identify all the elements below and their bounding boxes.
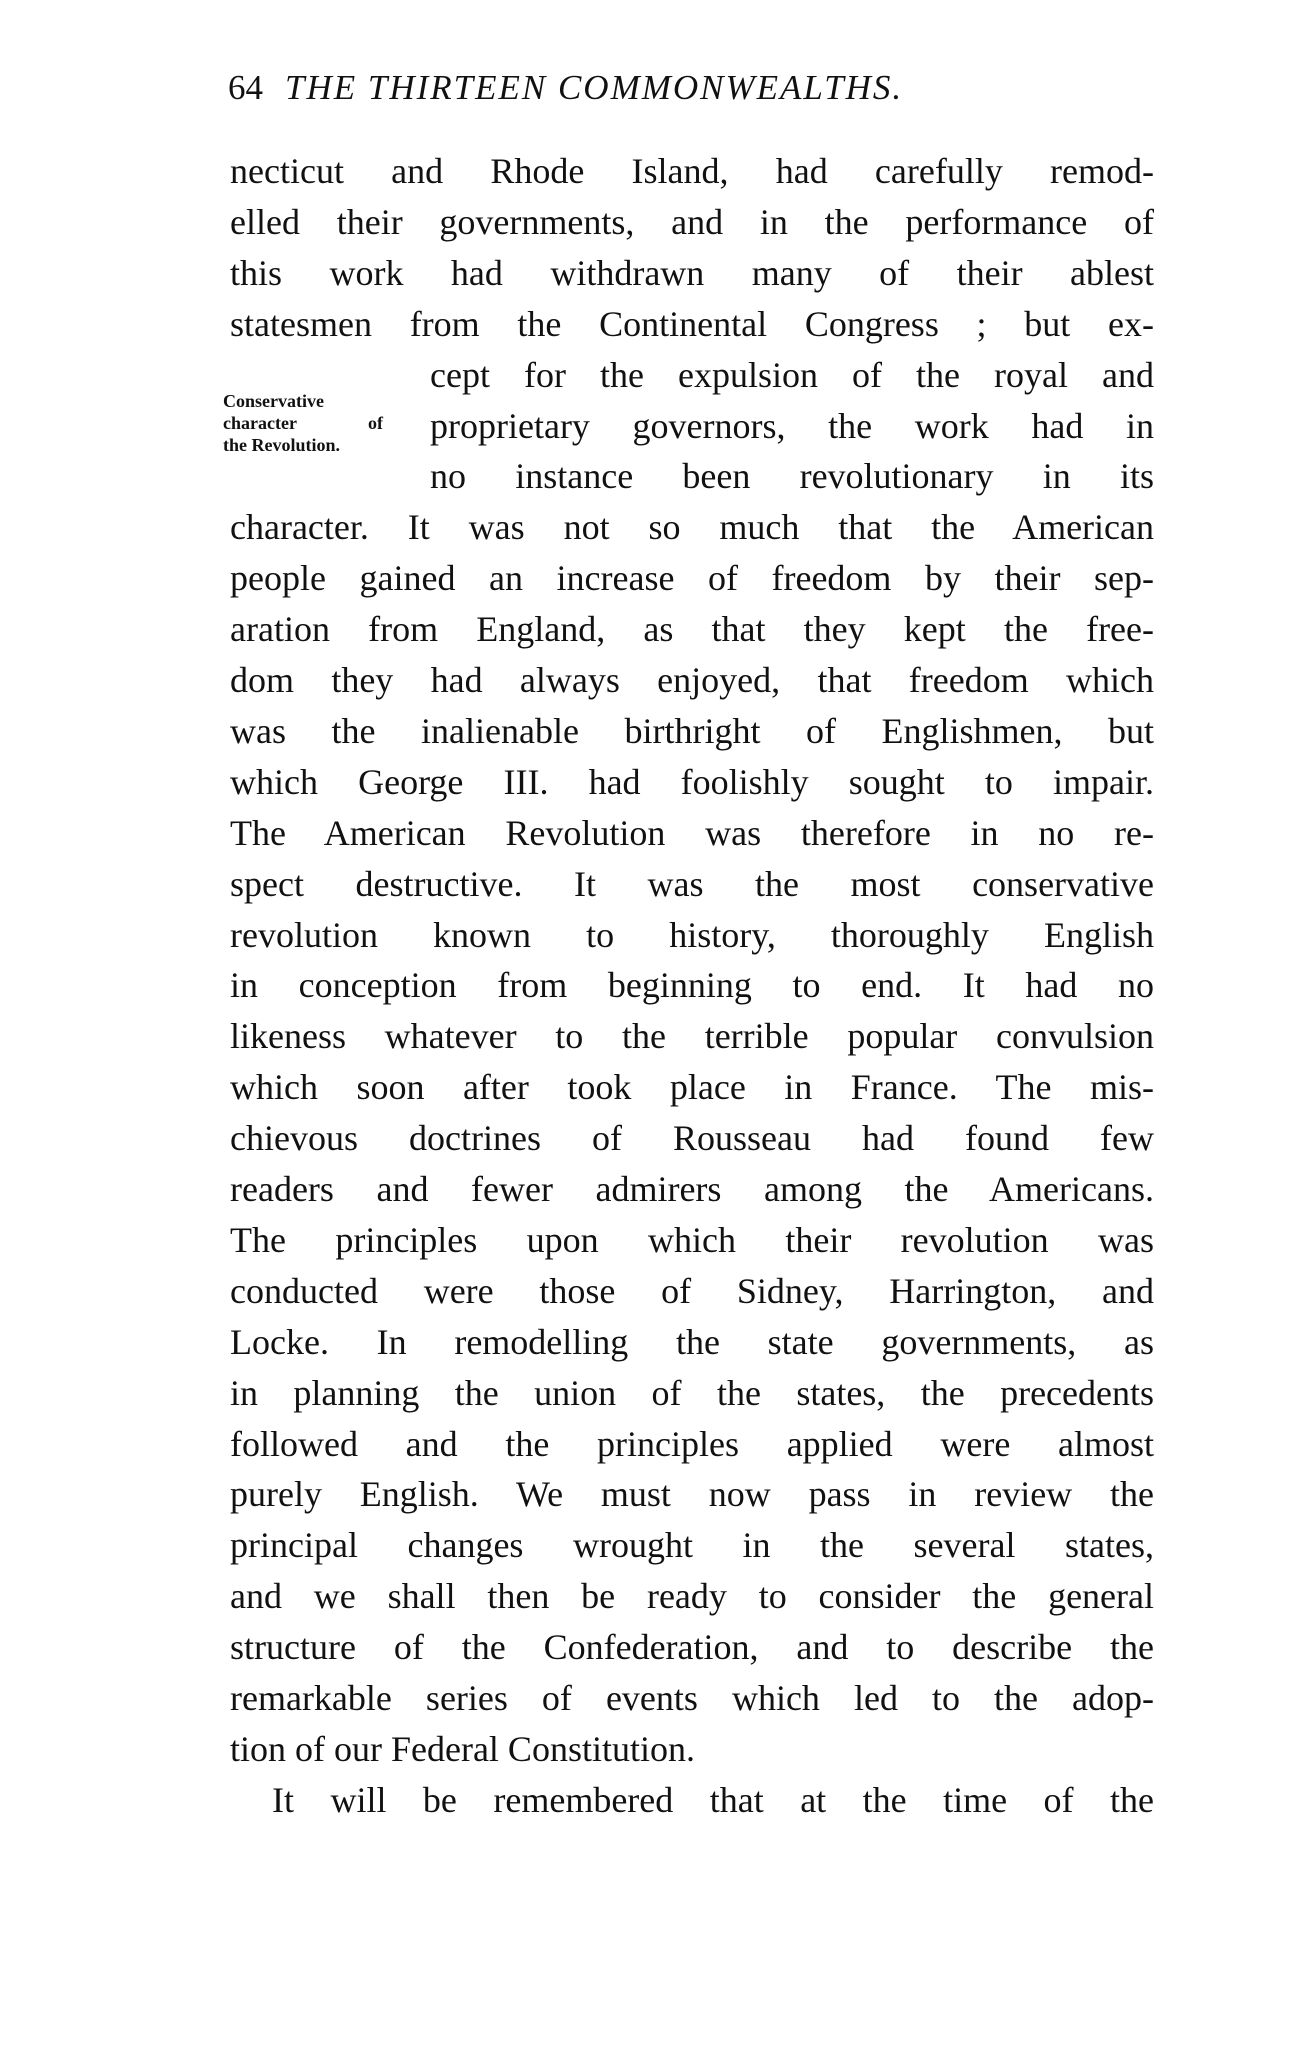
margin-note-line: Conservative	[223, 391, 324, 411]
text-line-content: readers and fewer admirers among the Americans.	[230, 1169, 1154, 1209]
text-line-content: likeness whatever to the terrible popular convulsion	[230, 1016, 1154, 1057]
text-line	[230, 1062, 1154, 1112]
text-line	[230, 706, 1154, 756]
text-line-content: aration from England, as that they kept the free-	[230, 609, 1154, 650]
text-line-content: dom they had always enjoyed, that freedom which	[230, 660, 1154, 700]
running-title: THE THIRTEEN COMMONWEALTHS.	[285, 68, 904, 107]
text-line-content: conducted were those of Sidney, Harrington, and	[230, 1270, 1154, 1311]
text-line-content: remarkable series of events which led to the adop-	[230, 1678, 1154, 1718]
text-line	[230, 1317, 1154, 1367]
text-line	[230, 604, 1154, 654]
text-line	[230, 1011, 1154, 1061]
text-line-content: which George III. had foolishly sought to impair.	[230, 761, 1154, 802]
page-number: 64	[228, 68, 263, 107]
text-line-content: elled their governments, and in the performance of	[230, 201, 1154, 242]
text-line-content: this work had withdrawn many of their ablest	[230, 252, 1154, 293]
text-line	[230, 808, 1154, 858]
text-line	[230, 146, 1154, 196]
margin-note	[223, 390, 413, 456]
margin-note-line: character of	[223, 413, 383, 433]
text-line-content: people gained an increase of freedom by their sep-	[230, 558, 1154, 599]
text-line-content: chievous doctrines of Rousseau had found few	[230, 1118, 1154, 1159]
text-line-content: no instance been revolutionary in its	[430, 456, 1154, 497]
text-line	[230, 1622, 1154, 1672]
text-line-content: principal changes wrought in the several states,	[230, 1525, 1154, 1566]
text-line-content: It will be remembered that at the time of the	[272, 1779, 1154, 1820]
text-line	[230, 1419, 1154, 1469]
text-line	[230, 1164, 1154, 1214]
text-line-content: in conception from beginning to end. It had no	[230, 965, 1154, 1006]
text-line-content: in planning the union of the states, the precedents	[230, 1372, 1154, 1413]
text-line-content: spect destructive. It was the most conservative	[230, 863, 1154, 904]
running-header	[228, 68, 903, 108]
text-line-content: was the inalienable birthright of Englishmen, but	[230, 710, 1154, 751]
text-line-content: Locke. In remodelling the state governments, as	[230, 1321, 1154, 1362]
text-line	[230, 1673, 1154, 1723]
text-line	[230, 910, 1154, 960]
text-line	[230, 1469, 1154, 1519]
text-line	[230, 757, 1154, 807]
text-line-content: which soon after took place in France. The mis-	[230, 1067, 1154, 1108]
text-line-content: cept for the expulsion of the royal and	[430, 354, 1154, 395]
text-line	[230, 1215, 1154, 1265]
text-line	[230, 859, 1154, 909]
text-line	[230, 1724, 1154, 1774]
text-line	[272, 1775, 1154, 1825]
text-line	[230, 248, 1154, 298]
text-line	[430, 350, 1154, 400]
text-line	[230, 1571, 1154, 1621]
text-line	[230, 1266, 1154, 1316]
text-line	[230, 197, 1154, 247]
text-line-content: tion of our Federal Constitution.	[230, 1728, 695, 1769]
text-line	[430, 401, 1154, 451]
text-line	[230, 1520, 1154, 1570]
text-line-content: and we shall then be ready to consider the general	[230, 1576, 1154, 1617]
text-line-content: statesmen from the Continental Congress ; but ex-	[230, 303, 1154, 344]
text-line	[230, 299, 1154, 349]
text-line-content: followed and the principles applied were almost	[230, 1423, 1154, 1464]
text-line	[230, 553, 1154, 603]
text-line-content: character. It was not so much that the American	[230, 507, 1154, 548]
text-line-content: necticut and Rhode Island, had carefully remod-	[230, 151, 1154, 191]
text-line	[230, 1113, 1154, 1163]
text-line-content: revolution known to history, thoroughly English	[230, 914, 1154, 955]
text-line	[230, 1368, 1154, 1418]
text-line-content: The American Revolution was therefore in no re-	[230, 812, 1154, 853]
text-line	[430, 451, 1154, 501]
text-line-content: The principles upon which their revolution was	[230, 1219, 1154, 1260]
text-line-content: structure of the Confederation, and to describe the	[230, 1627, 1154, 1668]
text-line	[230, 960, 1154, 1010]
text-line	[230, 655, 1154, 705]
text-line-content: proprietary governors, the work had in	[430, 405, 1154, 446]
text-line	[230, 502, 1154, 552]
margin-note-line: the Revolution.	[223, 435, 340, 455]
text-line-content: purely English. We must now pass in review the	[230, 1474, 1154, 1515]
